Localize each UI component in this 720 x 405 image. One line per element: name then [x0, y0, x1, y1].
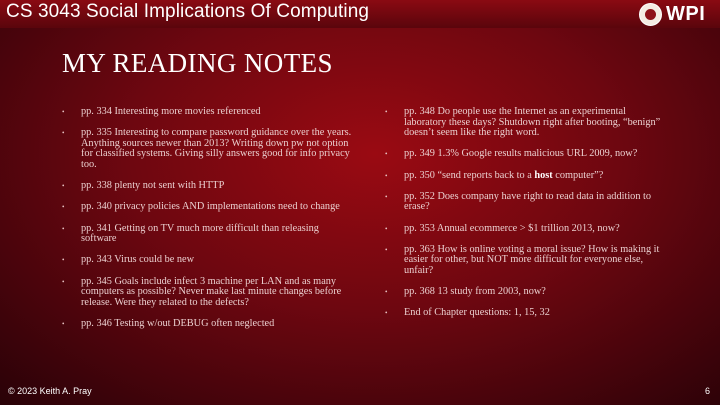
page-number: 6: [705, 386, 711, 396]
note-text: pp. 349 1.3% Google results malicious URL 2009, now?: [404, 148, 638, 160]
note-text: pp. 353 Annual ecommerce > $1 trillion 2013, now?: [404, 222, 620, 234]
note-item: [62, 255, 352, 266]
university-seal-icon: [639, 3, 662, 26]
note-text: pp. 341 Getting on TV much more difficult than releasing software: [81, 222, 319, 245]
note-text: pp. 338 plenty not sent with HTTP: [81, 180, 225, 192]
note-item: [385, 107, 670, 139]
note-item: [62, 181, 352, 192]
note-text: pp. 335 Interesting to compare password guidance over the years. Anything sources newer than 2013? Writing down pw not option for classified systems. Giving silly answers good for info privacy too.: [81, 127, 352, 170]
bullet-icon: •: [385, 245, 388, 254]
note-item: [385, 287, 670, 298]
note-text: pp. 363 How is online voting a moral issue? How is making it easier for other, but NOT more difficult for everyone else, unfair?: [404, 243, 660, 276]
note-emphasis: host: [534, 169, 553, 181]
bullet-icon: •: [385, 108, 388, 116]
bullet-icon: •: [385, 150, 388, 159]
note-item: [62, 128, 352, 170]
bullet-icon: •: [62, 224, 65, 233]
bullet-icon: •: [385, 192, 388, 201]
note-item: [62, 107, 352, 118]
note-text: pp. 343 Virus could be new: [81, 254, 195, 266]
notes-right-column: [385, 107, 670, 329]
slide-title: MY READING NOTES: [62, 48, 333, 78]
note-text: End of Chapter questions: 1, 15, 32: [404, 307, 550, 319]
bullet-icon: •: [385, 171, 388, 180]
bullet-icon: •: [62, 182, 65, 191]
note-item: [385, 245, 670, 277]
bullet-icon: •: [62, 319, 65, 328]
wpi-logo: [639, 1, 705, 27]
note-item: [385, 171, 670, 182]
note-item: [385, 224, 670, 235]
bullet-icon: •: [62, 277, 65, 286]
note-item: [62, 224, 352, 245]
bullet-icon: •: [385, 309, 388, 318]
note-item: [62, 319, 352, 330]
note-item: [385, 149, 670, 160]
bullet-icon: •: [62, 256, 65, 265]
note-item: [385, 192, 670, 213]
copyright-footer: © 2023 Keith A. Pray: [8, 386, 92, 396]
notes-left-column: [62, 107, 352, 340]
note-text: pp. 368 13 study from 2003, now?: [404, 286, 546, 298]
note-text: pp. 346 Testing w/out DEBUG often neglected: [81, 317, 275, 329]
bullet-icon: •: [62, 203, 65, 212]
bullet-icon: •: [385, 288, 388, 297]
note-text: pp. 352 Does company have right to read data in addition to erase?: [404, 190, 652, 213]
bullet-icon: •: [62, 108, 65, 116]
note-text-after: computer”?: [552, 169, 604, 181]
note-text: pp. 348 Do people use the Internet as an experimental laboratory these days? Shutdown right after booting, “benign” doesn’t seem like the right word.: [404, 106, 661, 139]
note-item: [62, 202, 352, 213]
note-item: [385, 308, 670, 319]
logo-text: WPI: [666, 2, 706, 25]
bullet-icon: •: [385, 224, 388, 233]
note-text: pp. 345 Goals include infect 3 machine per LAN and as many computers as possible? Never make last minute changes before release. Were they related to the defects?: [81, 275, 342, 308]
note-text: pp. 350 “send reports back to a: [404, 169, 535, 181]
note-item: [62, 277, 352, 309]
note-text: pp. 334 Interesting more movies referenced: [81, 106, 261, 117]
header-bar: [0, 0, 720, 28]
note-text: pp. 340 privacy policies AND implementations need to change: [81, 201, 340, 213]
course-title: CS 3043 Social Implications Of Computing: [6, 1, 370, 22]
bullet-icon: •: [62, 129, 65, 138]
